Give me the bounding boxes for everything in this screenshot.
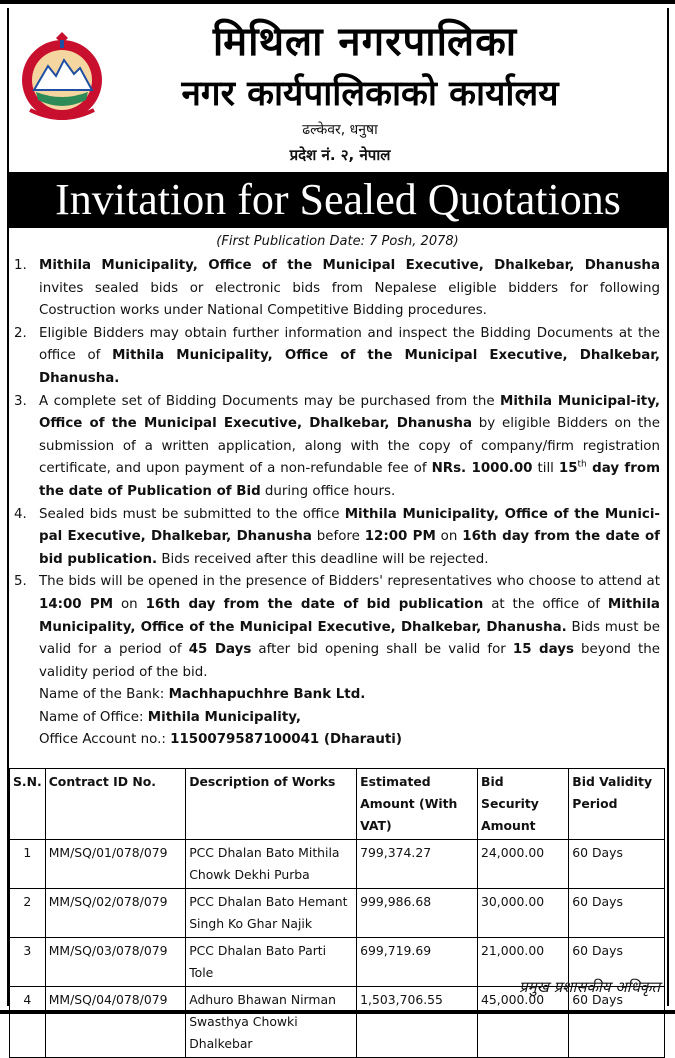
cell-amount: 999,986.68 <box>357 889 478 938</box>
cell-description: PCC Dhalan Bato Parti Tole <box>186 938 357 987</box>
clause-3 <box>14 391 660 504</box>
cell-contract-id: MM/SQ/02/078/079 <box>45 889 185 938</box>
header-bid-security: Bid Security Amount <box>478 769 569 840</box>
header-sn: S.N. <box>10 769 46 840</box>
clause-1 <box>14 255 660 323</box>
notice-title-banner: Invitation for Sealed Quotations <box>9 172 667 228</box>
cell-contract-id: MM/SQ/04/078/079 <box>45 987 185 1058</box>
bank-details <box>14 684 660 752</box>
municipality-name: मिथिला नगरपालिका <box>212 19 518 65</box>
cell-security: 24,000.00 <box>478 840 569 889</box>
cell-sn: 3 <box>10 938 46 987</box>
clause-number: 5. <box>14 574 27 590</box>
header-bid-validity: Bid Validity Period <box>569 769 665 840</box>
clause-5 <box>14 571 660 684</box>
cell-sn: 2 <box>10 889 46 938</box>
nepal-emblem-icon <box>16 30 108 126</box>
header-estimated-amount: Estimated Amount (With VAT) <box>357 769 478 840</box>
table-row <box>10 889 665 938</box>
cell-contract-id: MM/SQ/01/078/079 <box>45 840 185 889</box>
cell-validity: 60 Days <box>569 889 665 938</box>
bottom-rule <box>0 1010 675 1014</box>
signatory-title: प्रमुख प्रशासकीय अधिकृत <box>519 978 660 996</box>
cell-description: PCC Dhalan Bato Hemant Singh Ko Ghar Najik <box>186 889 357 938</box>
header-description: Description of Works <box>186 769 357 840</box>
cell-validity: 60 Days <box>569 840 665 889</box>
works-table <box>9 768 665 1058</box>
clause-4 <box>14 504 660 572</box>
cell-sn: 1 <box>10 840 46 889</box>
cell-contract-id: MM/SQ/03/078/079 <box>45 938 185 987</box>
notice-clauses <box>14 255 660 752</box>
cell-security: 45,000.00 <box>478 987 569 1058</box>
clause-2 <box>14 323 660 391</box>
clause-text: The bids will be opened in the presence of Bidders' representatives who choose to attend at 14:00 PM on 16th day from the date of bid publication at the office of Mithila Municipality, Office of the Municipal Executive, Dhalkebar, Dhanusha. Bids must be valid for a period of 45 Days after bid opening shall be valid for 15 days beyond the validity period of the bid. <box>39 574 660 680</box>
clause-number: 2. <box>14 325 27 341</box>
office-address: ढल्केवर, धनुषा <box>302 122 378 138</box>
account-number-line: Office Account no.: 1150079587100041 (Dharauti) <box>39 732 402 748</box>
clause-number: 4. <box>14 506 27 522</box>
table-header-row <box>10 769 665 840</box>
cell-amount: 699,719.69 <box>357 938 478 987</box>
cell-security: 30,000.00 <box>478 889 569 938</box>
cell-validity: 60 Days <box>569 987 665 1058</box>
clause-text: A complete set of Bidding Documents may be purchased from the Mithila Municipal-ity, Office of the Municipal Executive, Dhalkebar, Dhanusha by eligible Bidders on the submission of a written application, along with the copy of company/firm registration certificate, and upon payment of a non-refundable fee of NRs. 1000.00 till 15th day from the date of Publication of Bid during office hours. <box>39 393 661 499</box>
clause-number: 3. <box>14 393 27 409</box>
cell-validity: 60 Days <box>569 938 665 987</box>
table-row <box>10 840 665 889</box>
office-name-line: Name of Office: Mithila Municipality, <box>39 709 301 725</box>
header-contract-id: Contract ID No. <box>45 769 185 840</box>
publication-date: (First Publication Date: 7 Posh, 2078) <box>216 234 459 249</box>
cell-amount: 799,374.27 <box>357 840 478 889</box>
clause-text: Sealed bids must be submitted to the office Mithila Municipality, Office of the Munici-pal Executive, Dhalkebar, Dhanusha before 12:00 PM on 16th day from the date of bid publication. Bids received after this deadline will be rejected. <box>39 506 660 567</box>
office-name: नगर कार्यपालिकाको कार्यालय <box>181 74 559 114</box>
cell-amount: 1,503,706.55 <box>357 987 478 1058</box>
clause-number: 1. <box>14 258 27 273</box>
cell-description: PCC Dhalan Bato Mithila Chowk Dekhi Purba <box>186 840 357 889</box>
cell-description: Adhuro Bhawan Nirman Swasthya Chowki Dhalkebar <box>186 987 357 1058</box>
province-label: प्रदेश नं. २, नेपाल <box>289 146 391 164</box>
clause-text: Mithila Municipality, Office of the Municipal Executive, Dhalkebar, Dhanusha invites sealed bids or electronic bids from Nepalese eligible bidders for following Costruction works under National Competitive Bidding procedures. <box>39 258 660 319</box>
cell-security: 21,000.00 <box>478 938 569 987</box>
clause-text: Eligible Bidders may obtain further information and inspect the Bidding Documents at the office of Mithila Municipality, Office of the Municipal Executive, Dhalkebar, Dhanusha. <box>39 325 660 386</box>
top-rule <box>0 0 675 4</box>
cell-sn: 4 <box>10 987 46 1058</box>
bank-name-line: Name of the Bank: Machhapuchhre Bank Ltd. <box>39 687 366 703</box>
